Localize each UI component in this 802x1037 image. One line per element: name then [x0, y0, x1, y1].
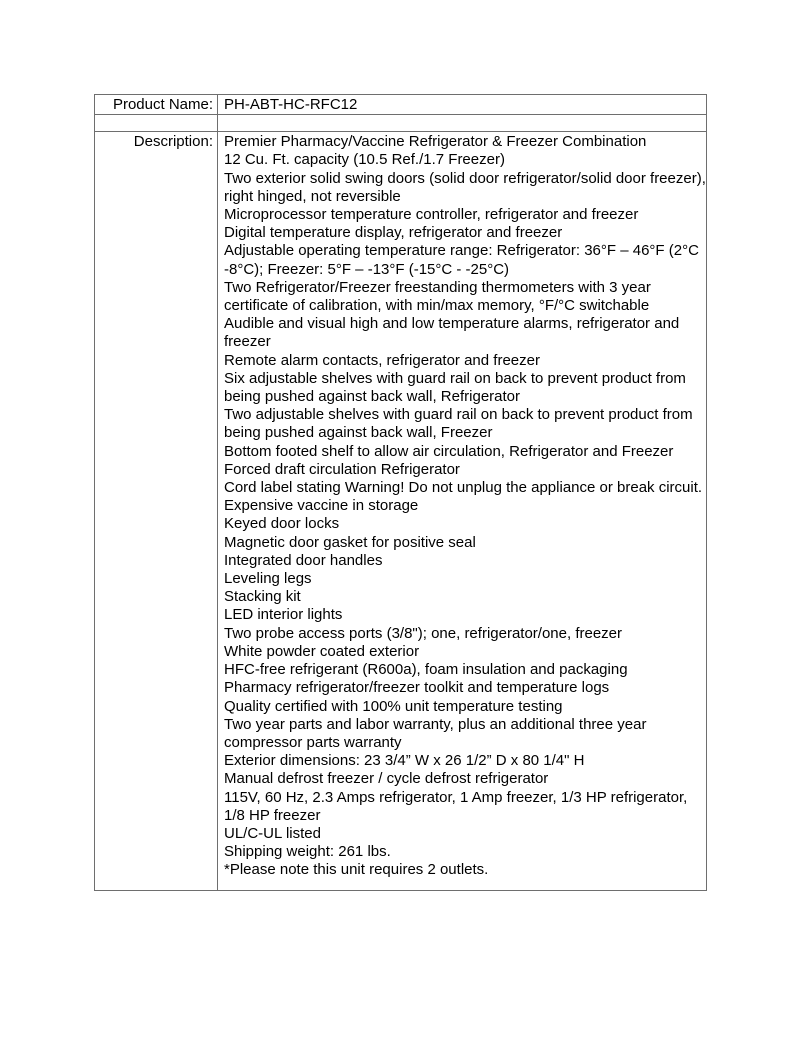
description-item: Premier Pharmacy/Vaccine Refrigerator & Freezer Combination [224, 133, 647, 151]
description-item: White powder coated exterior [224, 642, 420, 660]
description-item: Two exterior solid swing doors (solid door refrigerator/solid door freezer), right hinged, not reversible [224, 169, 706, 205]
description-item: Keyed door locks [224, 515, 340, 533]
description-item: Shipping weight: 261 lbs. [224, 843, 391, 861]
description-list [224, 133, 706, 879]
description-item: Two adjustable shelves with guard rail on back to prevent product from being pushed against back wall, Freezer [224, 406, 693, 442]
description-item: Six adjustable shelves with guard rail on back to prevent product from being pushed against back wall, Refrigerator [224, 369, 686, 406]
description-item: Quality certified with 100% unit temperature testing [224, 697, 563, 715]
product-spec-table [94, 94, 707, 891]
description-label: Description: [95, 132, 218, 891]
product-name-value: PH-ABT-HC-RFC12 [218, 95, 707, 115]
description-item: *Please note this unit requires 2 outlets. [224, 861, 489, 879]
description-item: Pharmacy refrigerator/freezer toolkit and temperature logs [224, 679, 610, 697]
description-item: Two year parts and labor warranty, plus an additional three year compressor parts warranty [224, 715, 647, 751]
description-item: Digital temperature display, refrigerator and freezer [224, 224, 563, 242]
description-item: Leveling legs [224, 570, 312, 588]
description-item: Stacking kit [224, 588, 301, 606]
description-item: 12 Cu. Ft. capacity (10.5 Ref./1.7 Freezer) [224, 151, 505, 169]
description-item: Magnetic door gasket for positive seal [224, 533, 476, 551]
spacer-value-cell [218, 115, 707, 132]
description-item: Cord label stating Warning! Do not unplug the appliance or break circuit. Expensive vaccine in storage [224, 479, 703, 515]
description-value-cell [218, 132, 707, 891]
description-item: Microprocessor temperature controller, refrigerator and freezer [224, 206, 639, 224]
description-item: Remote alarm contacts, refrigerator and freezer [224, 351, 540, 369]
product-name-row [95, 95, 707, 115]
description-item: Adjustable operating temperature range: Refrigerator: 36°F – 46°F (2°C -8°C); Freezer: 5°F – -13°F (-15°C - -25°C) [224, 242, 699, 278]
description-item: HFC-free refrigerant (R600a), foam insulation and packaging [224, 661, 628, 679]
description-item: Two probe access ports (3/8"); one, refrigerator/one, freezer [224, 624, 623, 642]
description-item: 115V, 60 Hz, 2.3 Amps refrigerator, 1 Amp freezer, 1/3 HP refrigerator, 1/8 HP freezer [224, 788, 688, 824]
description-item: Integrated door handles [224, 551, 383, 569]
description-item: Forced draft circulation Refrigerator [224, 460, 460, 478]
spacer-row [95, 115, 707, 132]
description-item: Manual defrost freezer / cycle defrost refrigerator [224, 770, 549, 788]
description-item: Exterior dimensions: 23 3/4” W x 26 1/2” D x 80 1/4" H [224, 752, 585, 770]
description-item: LED interior lights [224, 606, 343, 624]
product-name-label: Product Name: [95, 95, 218, 115]
description-row [95, 132, 707, 891]
spacer-label-cell [95, 115, 218, 132]
description-item: UL/C-UL listed [224, 824, 321, 842]
description-item: Audible and visual high and low temperature alarms, refrigerator and freezer [224, 315, 680, 351]
description-item: Bottom footed shelf to allow air circulation, Refrigerator and Freezer [224, 442, 674, 460]
description-item: Two Refrigerator/Freezer freestanding thermometers with 3 year certificate of calibration, with min/max memory, °F/°C switchable [224, 278, 651, 315]
